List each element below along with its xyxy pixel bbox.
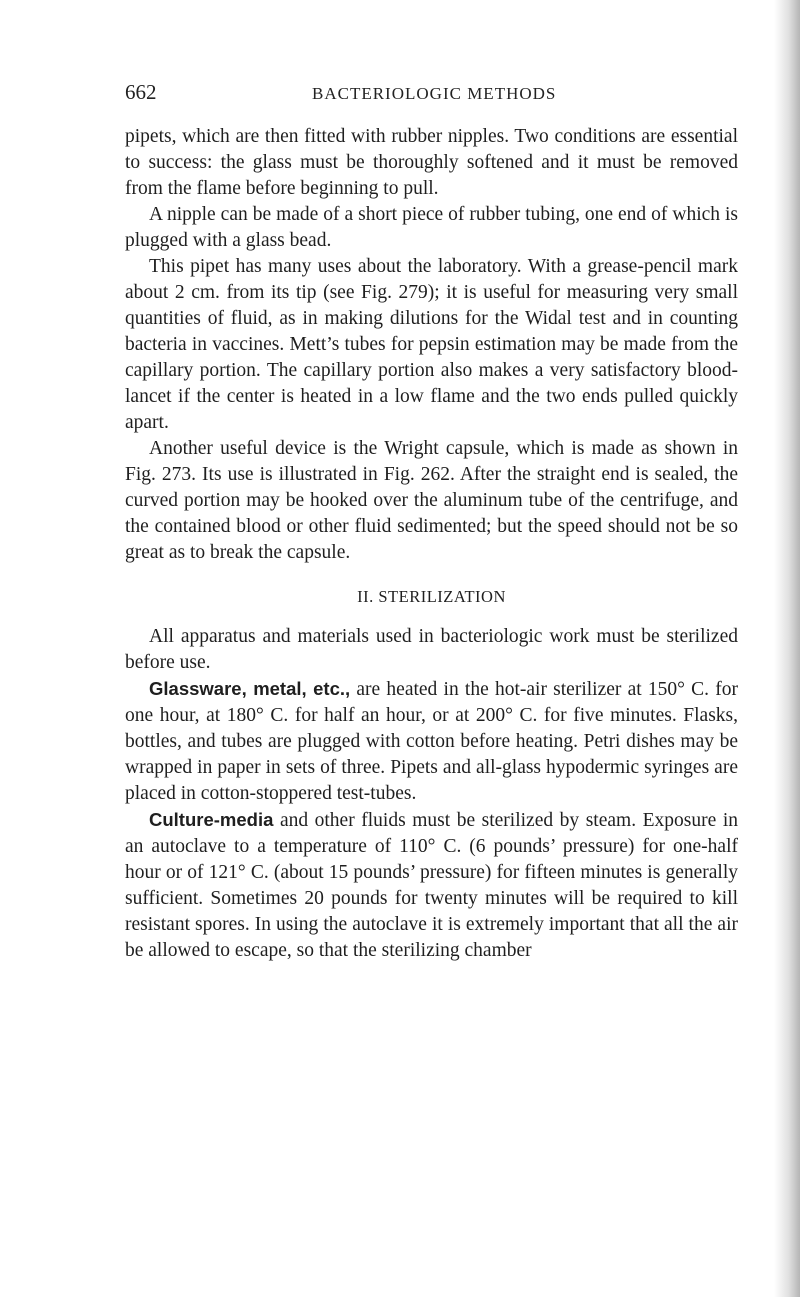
run-in-heading-glassware: Glassware, metal, etc., <box>149 678 351 699</box>
paragraph-nipple: A nipple can be made of a short piece of rubber tubing, one end of which is plugged with a glass bead. <box>125 204 738 251</box>
scan-edge-shadow <box>774 0 800 1297</box>
page-number: 662 <box>125 80 157 104</box>
paragraph-glassware <box>125 676 738 807</box>
paragraph-sterilize-all <box>125 624 738 676</box>
paragraph-pipet-uses: This pipet has many uses about the laboratory. With a grease-pencil mark about 2 cm. from its tip (see Fig. 279); it is useful for measuring very small quantities of fluid, as in making dilutions for the Widal test and in counting bacteria in vaccines. Mett’s tubes for pepsin estimation may be made from the capillary portion. The capillary portion also makes a very satisfactory blood-lancet if the center is heated in a low flame and the two ends pulled quickly apart. <box>125 256 738 433</box>
paragraph-text: are heated in the hot-air sterilizer at 150° C. for one hour, at 180° C. for half an hour, or at 200° C. for five minutes. Flasks, bottles, and tubes are plugged with cotton before heating. Petri dishes may be wrapped in paper in sets of three. Pipets and all-glass hypodermic syringes are placed in cotton-stoppered test-tubes. <box>125 679 739 804</box>
paragraph-culture-media <box>125 807 738 964</box>
body-text <box>125 124 738 964</box>
paragraph-pipets-continued: pipets, which are then fitted with rubber nipples. Two conditions are essential to success: the glass must be thoroughly softened and it must be removed from the flame before beginning to pull. <box>125 126 738 199</box>
section-heading: II. STERILIZATION <box>357 587 506 606</box>
paragraph-text: and other fluids must be sterilized by steam. Exposure in an autoclave to a temperature of 110° C. (6 pounds’ pressure) for one-half hour or of 121° C. (about 15 pounds’ pressure) for fifteen minutes is generally sufficient. Sometimes 20 pounds for twenty minutes will be required to kill resistant spores. In using the autoclave it is extremely important that all the air be allowed to escape, so that the sterilizing chamber <box>125 810 738 961</box>
running-head: BACTERIOLOGIC METHODS <box>312 84 557 103</box>
run-in-heading-culture-media: Culture-media <box>149 809 274 830</box>
page-header <box>125 80 738 120</box>
paragraph-wright-capsule: Another useful device is the Wright capsule, which is made as shown in Fig. 273. Its use is illustrated in Fig. 262. After the straight end is sealed, the curved portion may be hooked over the aluminum tube of the centrifuge, and the contained blood or other fluid sedimented; but the speed should not be so great as to break the capsule. <box>125 438 738 563</box>
paragraph-text: All apparatus and materials used in bacteriologic work must be sterilized before use. <box>125 626 738 673</box>
